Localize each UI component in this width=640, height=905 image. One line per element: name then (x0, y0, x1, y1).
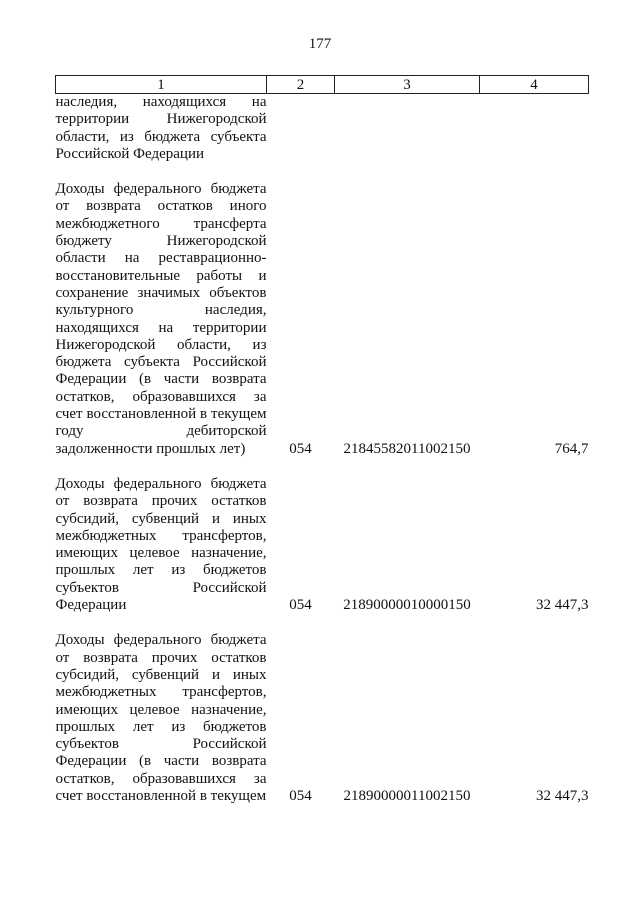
row-spacer (56, 614, 589, 632)
row-amount (480, 94, 589, 164)
row-description-cell (56, 632, 267, 805)
column-header-2: 2 (267, 76, 335, 94)
row-description-cell (56, 181, 267, 458)
table-row (56, 632, 589, 805)
row-classification-code: 21890000011002150 (343, 787, 471, 804)
row-code: 054 (289, 440, 312, 457)
row-description-cell (56, 94, 267, 164)
column-header-1: 1 (56, 76, 267, 94)
column-header-3: 3 (335, 76, 480, 94)
page-number: 177 (308, 36, 332, 52)
row-description: Доходы федерального бюджета от возврата прочих остатков субсидий, субвенций и иных межбюджетных трансфертов, имеющих целевое назначение, прошлых лет из бюджетов субъектов Российской Федерации (в части возврата остатков, образовавшихся за счет восстановленной в текущем (55, 632, 267, 804)
column-number-header-row (56, 76, 589, 94)
row-code (267, 94, 335, 164)
table-row (56, 181, 589, 458)
row-amount: 32 447,3 (536, 597, 589, 614)
row-amount: 764,7 (554, 440, 589, 457)
row-description: Доходы федерального бюджета от возврата прочих остатков субсидий, субвенций и иных межбюджетных трансфертов, имеющих целевое назначение, прошлых лет из бюджетов субъектов Российской Федерации (55, 475, 267, 614)
table-row (56, 476, 589, 614)
table-row (56, 94, 589, 164)
row-classification-code (335, 94, 480, 164)
column-header-4: 4 (480, 76, 589, 94)
budget-table (55, 75, 589, 805)
row-description: Доходы федерального бюджета от возврата остатков иного межбюджетного трансферта бюджету Нижегородской области на реставрационно-восстановительные работы и сохранение значимых объектов культурного наследия, находящихся на территории Нижегородской области, из бюджета субъекта Российской Федерации (в части возврата остатков, образовавшихся за счет восстановленной в текущем году дебиторской задолженности прошлых лет) (55, 181, 267, 457)
row-classification-code: 21890000010000150 (343, 597, 471, 614)
row-code: 054 (289, 597, 312, 614)
row-amount: 32 447,3 (536, 787, 589, 804)
row-spacer (56, 163, 589, 181)
row-classification-code: 21845582011002150 (343, 440, 471, 457)
row-description-cell (56, 476, 267, 614)
row-spacer (56, 458, 589, 476)
row-description: наследия, находящихся на территории Нижегородской области, из бюджета субъекта Российской Федерации (55, 94, 267, 162)
row-code: 054 (289, 787, 312, 804)
